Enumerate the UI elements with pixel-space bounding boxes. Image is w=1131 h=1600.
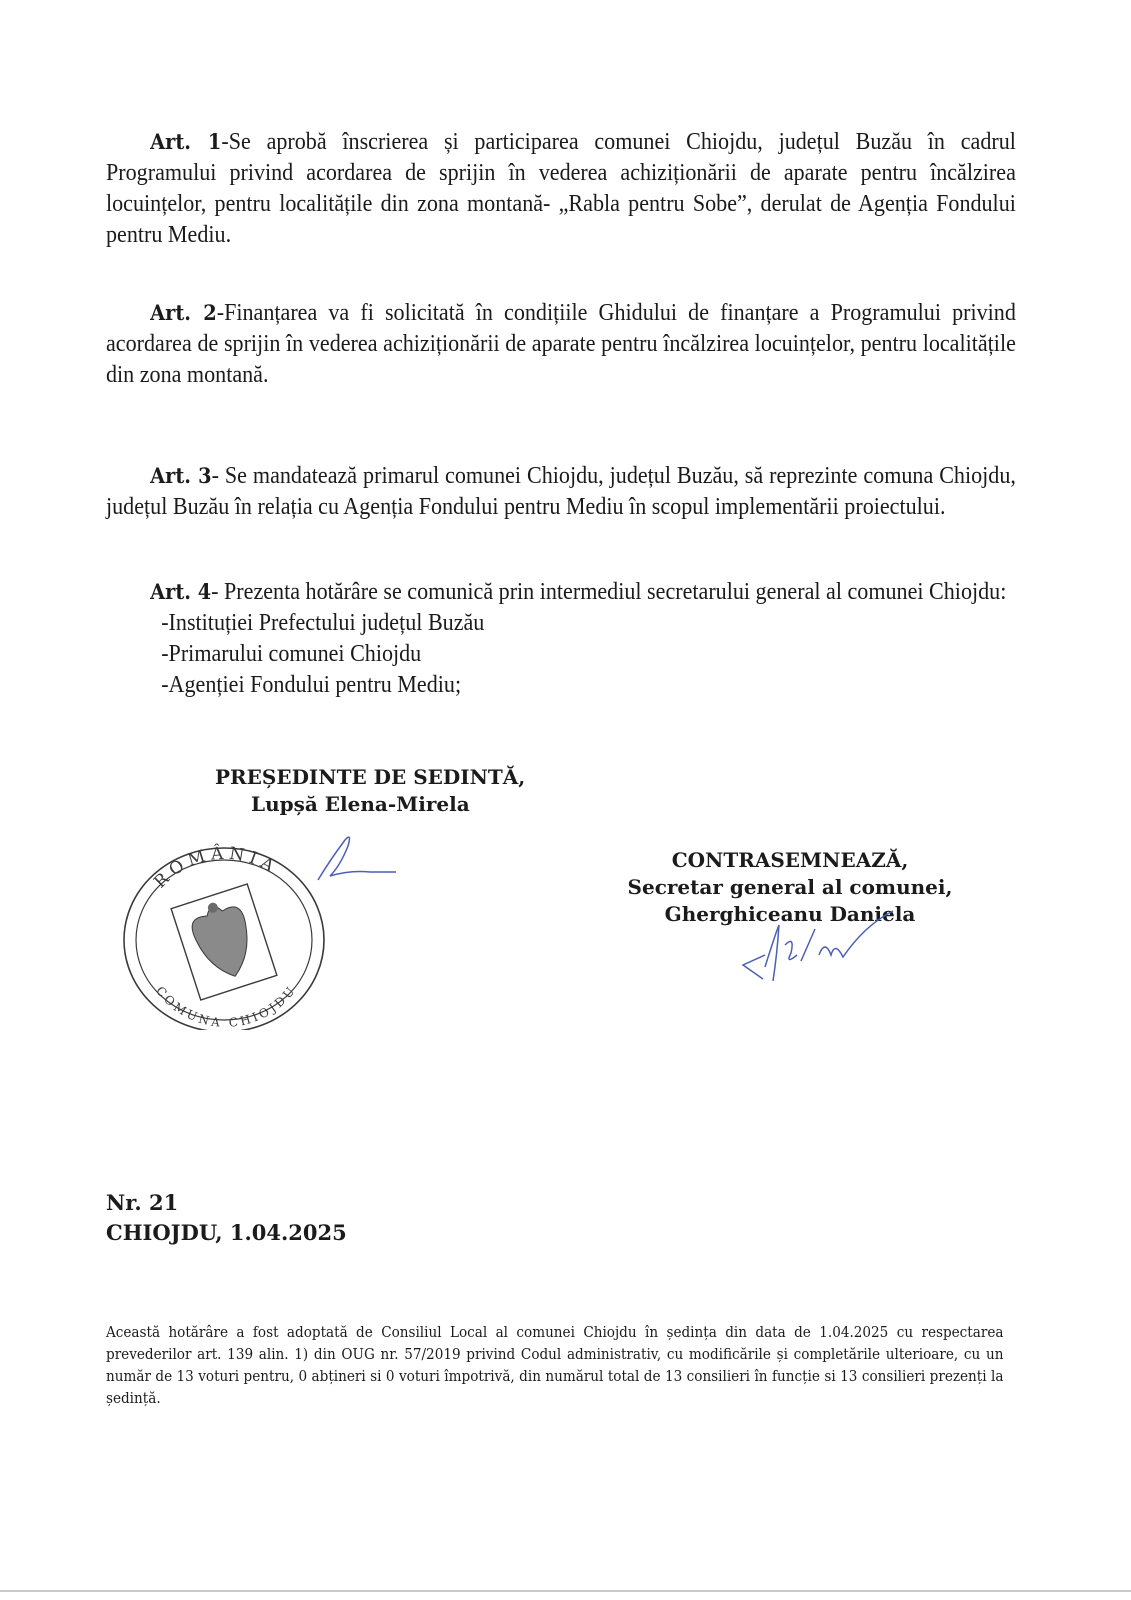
- article-label: Art. 2: [150, 300, 217, 325]
- footnote-text: Această hotărâre a fost adoptată de Consiliul Local al comunei Chiojdu în ședința din data de 1.04.2025 cu respectarea prevederilor art. 139 alin. 1) din OUG nr. 57/2019 privind Codul administrativ, cu modificările și completările ulterioare, cu un număr de 13 voturi pentru, 0 abțineri si 0 voturi împotrivă, din numărul total de 13 consilieri în funcție si 13 consilieri prezenți la ședință.: [106, 1324, 1004, 1407]
- secretary-name: Gherghiceanu Daniela: [664, 902, 916, 926]
- secretary-role: Secretar general al comunei,: [627, 875, 953, 899]
- article-label: Art. 1: [150, 129, 222, 154]
- article-text: -Finanțarea va fi solicitată în condițiile Ghidului de finanțare a Programului privind acordarea de sprijin în vederea achiziționării de aparate pentru încălzirea locuințelor, pentru localitățile din zona montană.: [106, 300, 1016, 388]
- article-label: Art. 3: [150, 463, 212, 488]
- president-signature-icon: [310, 830, 400, 890]
- recipient-list: [106, 608, 1016, 701]
- recipient-item: -Agenției Fondului pentru Mediu;: [161, 672, 462, 698]
- president-signature-block: [215, 764, 525, 818]
- article-text: - Prezenta hotărâre se comunică prin intermediul secretarului general al comunei Chiojdu:: [211, 579, 1007, 605]
- article-text: -Se aprobă înscrierea și participarea comunei Chiojdu, județul Buzău în cadrul Programului privind acordarea de sprijin în vederea achiziționării de aparate pentru încălzirea locuințelor, pentru localitățile din zona montană- „Rabla pentru Sobe”, derulat de Agenția Fondului pentru Mediu.: [106, 129, 1016, 248]
- decision-number-block: [106, 1188, 347, 1248]
- official-stamp-icon: [112, 830, 342, 1030]
- page-bottom-divider: [0, 1590, 1131, 1592]
- article-2: [106, 297, 1016, 391]
- article-1: [106, 126, 1016, 251]
- president-name: Lupșă Elena-Mirela: [251, 792, 470, 816]
- countersign-title: CONTRASEMNEAZĂ,: [671, 848, 909, 872]
- article-text: - Se mandatează primarul comunei Chiojdu, județul Buzău, să reprezinte comuna Chiojdu, județul Buzău în relația cu Agenția Fondului pentru Mediu în scopul implementării proiectului.: [106, 463, 1016, 520]
- decision-place-date: CHIOJDU, 1.04.2025: [106, 1220, 347, 1245]
- secretary-signature-icon: [735, 895, 895, 985]
- adoption-footnote: [106, 1322, 1003, 1410]
- article-3: [106, 460, 1016, 523]
- article-4: [106, 576, 1016, 701]
- article-label: Art. 4: [150, 579, 212, 604]
- decision-number: Nr. 21: [106, 1190, 179, 1215]
- stamp-top-text: ROMÂNIA: [150, 843, 282, 893]
- recipient-item: -Primarului comunei Chiojdu: [161, 641, 422, 667]
- stamp-bottom-text: COMUNA CHIOJDU: [153, 982, 300, 1030]
- coat-of-arms-icon: [171, 884, 277, 1000]
- recipient-item: -Instituției Prefectului județul Buzău: [161, 610, 485, 636]
- president-title: PREȘEDINTE DE SEDINTĂ,: [215, 765, 526, 789]
